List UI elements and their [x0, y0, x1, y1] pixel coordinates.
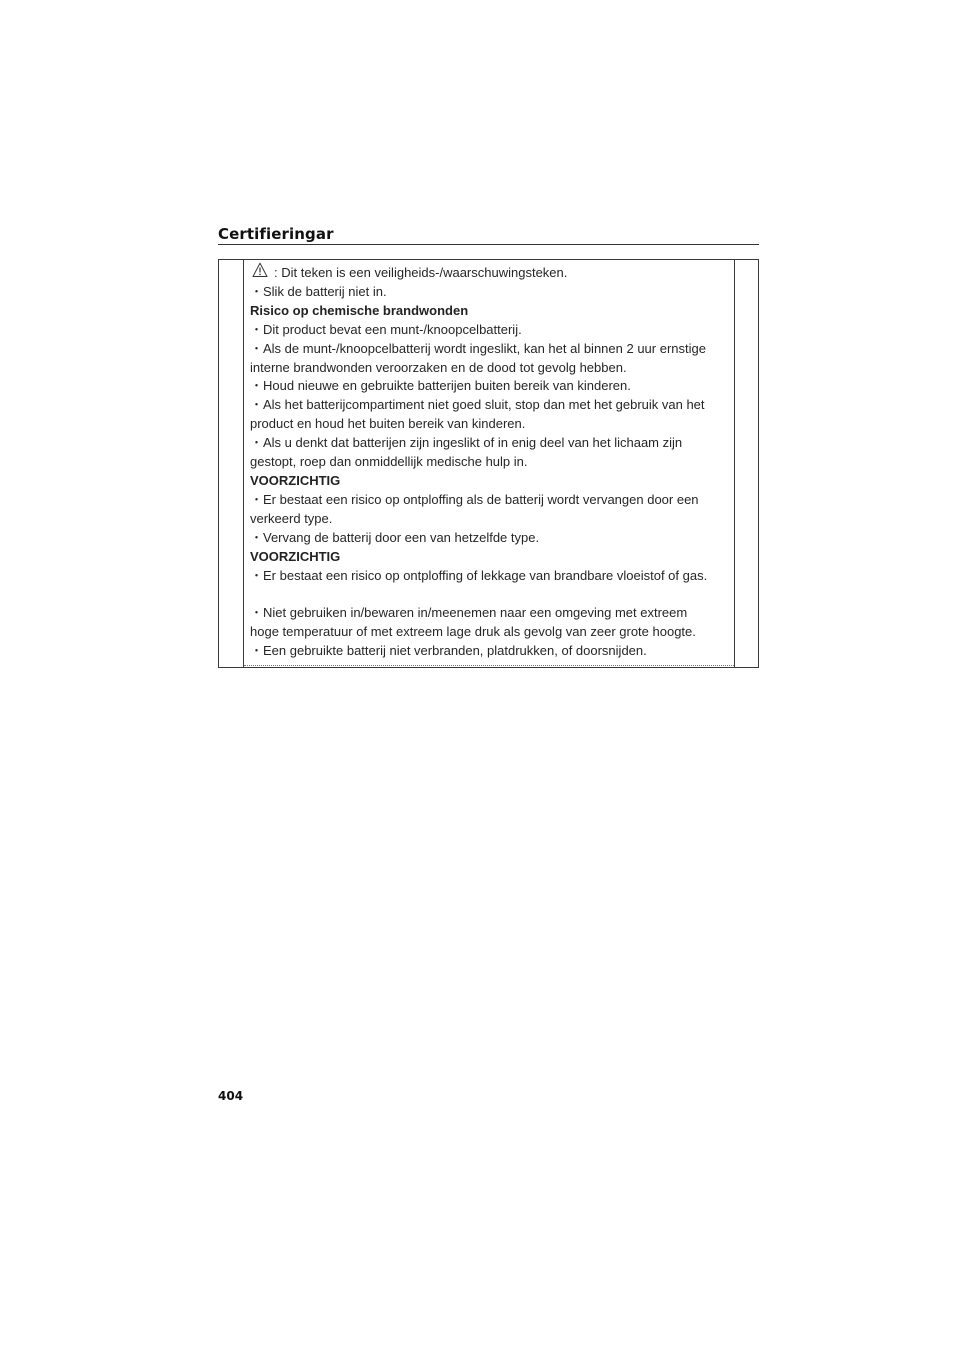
text-line: ・Als de munt-/knoopcelbatterij wordt ingeslikt, kan het al binnen 2 uur ernstige — [250, 340, 706, 356]
page-number: 404 — [218, 1089, 244, 1103]
text-line: ・Als het batterijcompartiment niet goed sluit, stop dan met het gebruik van het — [250, 397, 705, 413]
text-line: ・Er bestaat een risico op ontploffing of lekkage van brandbare vloeistof of gas. — [250, 567, 708, 583]
text-line: ・Houd nieuwe en gebruikte batterijen buiten bereik van kinderen. — [250, 378, 631, 394]
section-heading: VOORZICHTIG — [250, 472, 341, 488]
warning-symbol-text: : Dit teken is een veiligheids-/waarschuwingsteken. — [274, 265, 568, 280]
text-line: ・Als u denkt dat batterijen zijn ingeslikt of in enig deel van het lichaam zijn — [250, 435, 683, 451]
page-title: Certifieringar — [218, 225, 334, 243]
title-divider — [218, 244, 759, 245]
box-dotted-bottom-line — [244, 665, 734, 666]
warning-triangle-icon — [252, 262, 268, 278]
box-inner-right-line — [734, 260, 735, 667]
text-line: ・Er bestaat een risico op ontploffing als de batterij wordt vervangen door een — [250, 491, 699, 507]
text-line: ・Dit product bevat een munt-/knoopcelbatterij. — [250, 321, 522, 337]
text-line: ・Vervang de batterij door een van hetzelfde type. — [250, 529, 540, 545]
box-inner-left-line — [243, 260, 244, 667]
warning-content — [250, 264, 730, 661]
section-heading: VOORZICHTIG — [250, 548, 341, 564]
text-line: ・Slik de batterij niet in. — [250, 283, 387, 299]
text-line: gestopt, roep dan onmiddellijk medische hulp in. — [250, 454, 528, 470]
warning-symbol-line — [250, 264, 730, 283]
blank-line — [250, 585, 730, 604]
text-line: ・Een gebruikte batterij niet verbranden, platdrukken, of doorsnijden. — [250, 643, 647, 659]
text-line: ・Niet gebruiken in/bewaren in/meenemen naar een omgeving met extreem — [250, 605, 688, 621]
text-line: interne brandwonden veroorzaken en de dood tot gevolg hebben. — [250, 359, 627, 375]
text-line: verkeerd type. — [250, 510, 333, 526]
text-line: hoge temperatuur of met extreem lage druk als gevolg van zeer grote hoogte. — [250, 624, 696, 640]
text-line: product en houd het buiten bereik van kinderen. — [250, 416, 526, 432]
section-heading: Risico op chemische brandwonden — [250, 302, 469, 318]
